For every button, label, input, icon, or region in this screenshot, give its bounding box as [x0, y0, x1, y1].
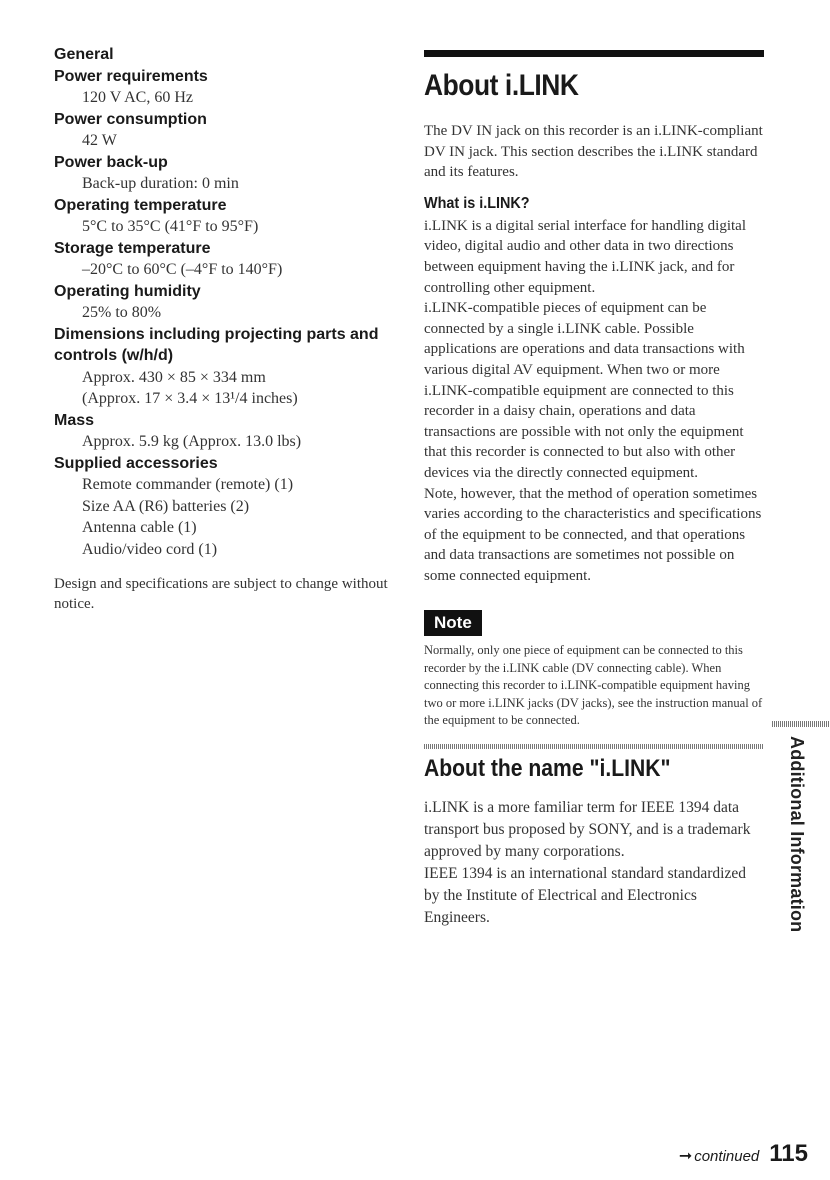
specifications-column	[54, 44, 399, 629]
spec-value-mass: Approx. 5.9 kg (Approx. 13.0 lbs)	[82, 433, 302, 450]
what-is-ilink-paragraph-1: i.LINK is a digital serial interface for handling digital video, digital audio and other data in two directions between equipment having the i.LINK jack, and for controlling other equipment.	[424, 217, 746, 296]
spec-value-power-consumption: 42 W	[82, 132, 117, 149]
continued-label: continued	[694, 1148, 760, 1165]
about-name-paragraph-1: i.LINK is a more familiar term for IEEE 1394 data transport bus proposed by SONY, and is a trademark approved by many corporations.	[424, 798, 751, 860]
spec-heading-dimensions: Dimensions including projecting parts and controls (w/h/d)	[54, 325, 379, 364]
spec-value-dimensions-mm: Approx. 430 × 85 × 334 mm	[82, 368, 266, 386]
design-change-notice: Design and specifications are subject to change without notice.	[54, 576, 388, 612]
what-is-ilink-paragraph-3: Note, however, that the method of operation sometimes varies according to the characteristics and specifications of the equipment to be connected, and that operations and data transactions are sometimes not possible on some connected equipment.	[424, 485, 762, 584]
spec-heading-operating-humidity: Operating humidity	[54, 282, 201, 300]
spec-heading-power-consumption: Power consumption	[54, 110, 207, 128]
page-number: 115	[769, 1140, 808, 1167]
what-is-ilink-heading: What is i.LINK?	[424, 194, 530, 212]
page-footer	[679, 1140, 808, 1168]
spec-heading-supplied-accessories: Supplied accessories	[54, 454, 218, 472]
spec-heading-mass: Mass	[54, 411, 95, 429]
side-tab-marker	[772, 721, 830, 727]
about-name-title: About the name "i.LINK"	[424, 754, 671, 782]
about-ilink-intro: The DV IN jack on this recorder is an i.LINK-compliant DV IN jack. This section describes the i.LINK standard and its features.	[424, 123, 763, 181]
about-ilink-title: About i.LINK	[424, 69, 579, 102]
spec-value-power-backup: Back-up duration: 0 min	[82, 175, 239, 192]
spec-value-dimensions-inches: (Approx. 17 × 3.4 × 13¹/4 inches)	[82, 390, 298, 407]
spec-value-operating-temperature: 5°C to 35°C (41°F to 95°F)	[82, 218, 259, 235]
dotted-divider	[424, 744, 764, 749]
note-badge: Note	[424, 610, 482, 636]
spec-heading-power-requirements: Power requirements	[54, 67, 208, 85]
spec-heading-operating-temperature: Operating temperature	[54, 196, 227, 214]
accessory-item: Size AA (R6) batteries (2)	[82, 497, 250, 515]
spec-heading-power-backup: Power back-up	[54, 153, 168, 171]
section-top-rule	[424, 50, 764, 57]
about-name-paragraph-2: IEEE 1394 is an international standard standardized by the Institute of Electrical and Electronics Engineers.	[424, 864, 746, 926]
spec-value-storage-temperature: –20°C to 60°C (–4°F to 140°F)	[82, 261, 283, 278]
accessory-item: Audio/video cord (1)	[82, 540, 218, 558]
spec-value-power-requirements: 120 V AC, 60 Hz	[82, 89, 193, 106]
what-is-ilink-paragraph-2: i.LINK-compatible pieces of equipment can be connected by a single i.LINK cable. Possible applications are operations and data transactions with various digital AV equipment. When two or more i.LINK-compatible equipment are connected to this recorder in a daisy chain, operations and data transactions are possible with not only the equipment that this recorder is connected to but also with other devices via the directly connected equipment.	[424, 300, 745, 481]
about-ilink-column	[424, 50, 764, 929]
spec-section-general: General	[54, 46, 114, 63]
spec-value-operating-humidity: 25% to 80%	[82, 304, 162, 321]
accessory-item: Remote commander (remote) (1)	[82, 476, 294, 493]
spec-heading-storage-temperature: Storage temperature	[54, 239, 211, 257]
continued-arrow-icon: ➞	[678, 1146, 693, 1165]
side-tab-label: Additional Information	[787, 736, 807, 933]
note-text: Normally, only one piece of equipment can be connected to this recorder by the i.LINK cable (DV connecting cable). When connecting this recorder to i.LINK-compatible equipment having two or more i.LINK jacks (DV jacks), see the instruction manual of the equipment to be connected.	[424, 643, 763, 728]
accessory-item: Antenna cable (1)	[82, 519, 197, 536]
